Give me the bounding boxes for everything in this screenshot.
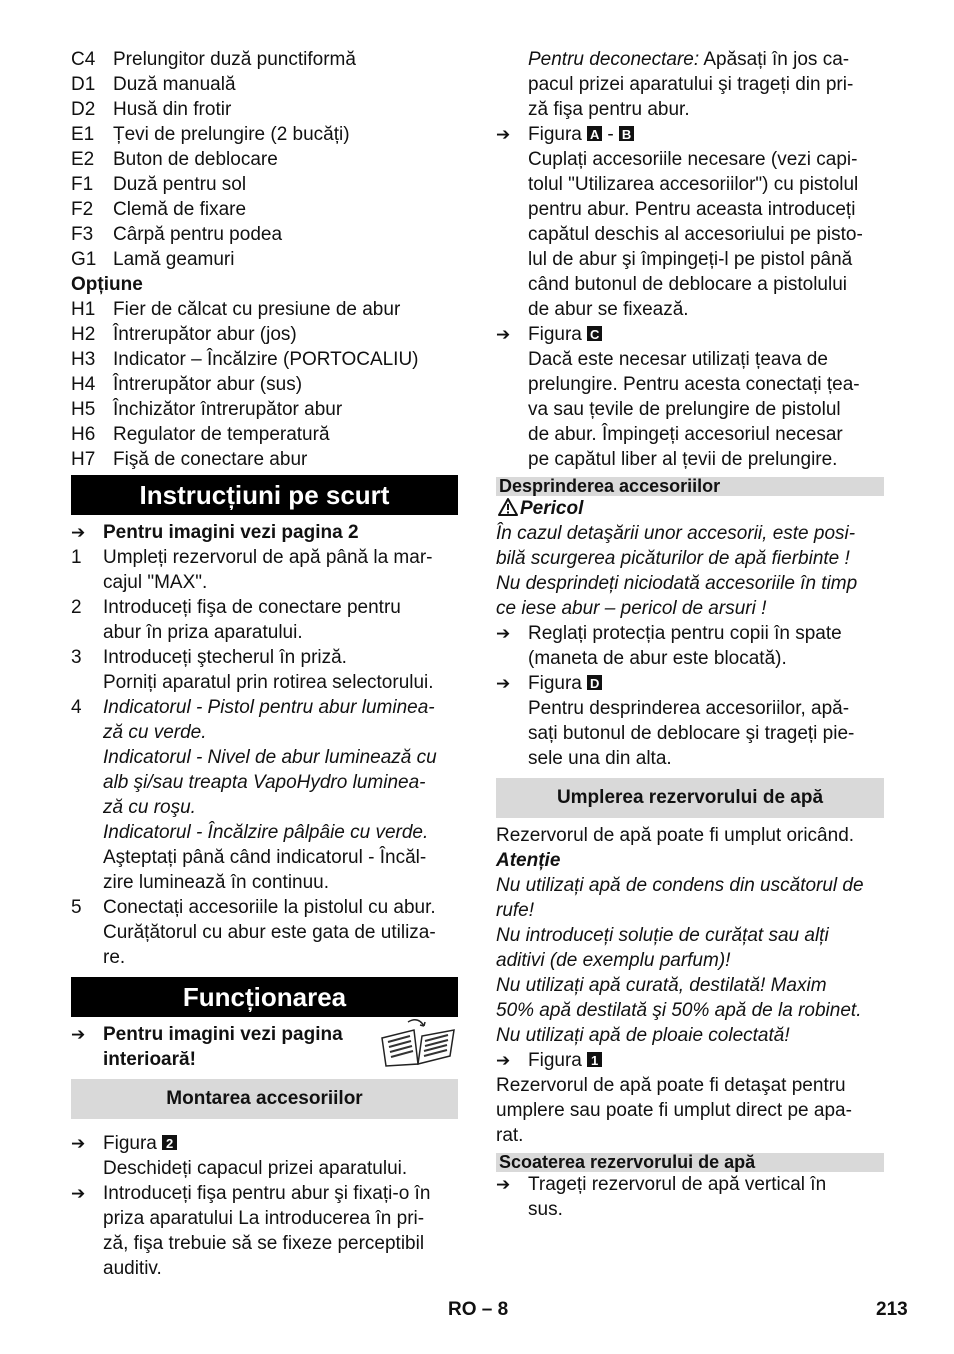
danger-label: Pericol xyxy=(496,496,884,521)
text-line: sele una din alta. xyxy=(528,748,672,769)
item-code: G1 xyxy=(71,249,97,270)
text-line: când butonul de deblocare a pistolului xyxy=(528,274,848,295)
step-item xyxy=(71,645,458,695)
figure-2-ref: ➔ Figura 2 xyxy=(71,1131,458,1156)
item-code: E2 xyxy=(71,149,95,170)
text-line: Cuplați accesoriile necesare (vezi capi- xyxy=(528,149,858,170)
figure-1-badge: 1 xyxy=(587,1052,602,1067)
text-line: rat. xyxy=(496,1125,524,1146)
item-label: Întrerupător abur (sus) xyxy=(113,374,303,395)
text-line: Indicatorul - Nivel de abur luminează cu xyxy=(103,747,437,768)
text-line: ză cu roşu. xyxy=(103,797,196,818)
step-number: 2 xyxy=(71,597,82,618)
text-line: Nu desprindeți niciodată accesoriile în timp xyxy=(496,573,858,594)
operation-heading: Funcționarea xyxy=(71,977,458,1017)
item-label: Prelungitor duză punctiformă xyxy=(113,49,356,70)
list-item xyxy=(71,147,458,172)
text-line: Introduceți fişa pentru abur şi fixați-o în xyxy=(103,1183,431,1204)
figure-c-ref: ➔ Figura C xyxy=(496,322,884,347)
text-line: re. xyxy=(103,947,126,968)
item-code: E1 xyxy=(71,124,95,145)
list-item xyxy=(71,322,458,347)
item-code: H4 xyxy=(71,374,96,395)
footer-page-number: 213 xyxy=(876,1299,908,1320)
left-column xyxy=(71,47,458,1281)
right-column xyxy=(496,47,884,1222)
item-label: Cârpă pentru podea xyxy=(113,224,283,245)
attention-text xyxy=(496,873,884,1048)
text-line: tolul "Utilizarea accesoriilor") cu pistolul xyxy=(528,174,859,195)
arrow-right-icon: ➔ xyxy=(496,674,511,693)
text-line: va sau țevile de prelungire de pistolul xyxy=(528,399,841,420)
text-line: (maneta de abur este blocată). xyxy=(528,648,787,669)
text-line: lul de abur şi împingeți-l pe pistol până xyxy=(528,249,853,270)
step-text xyxy=(103,895,458,970)
text-line: umplere sau poate fi umplut direct pe apa- xyxy=(496,1100,852,1121)
item-label: Regulator de temperatură xyxy=(113,424,330,445)
arrow-right-icon: ➔ xyxy=(496,624,511,643)
text-line: auditiv. xyxy=(103,1258,162,1279)
item-label: Duză pentru sol xyxy=(113,174,247,195)
remove-tank-step xyxy=(496,1172,884,1222)
item-code: F1 xyxy=(71,174,94,195)
text-line: sus. xyxy=(528,1199,563,1220)
item-label: Închizător întrerupător abur xyxy=(113,399,343,420)
insert-plug-step xyxy=(71,1181,458,1281)
arrow-right-icon: ➔ xyxy=(71,1025,86,1044)
list-item xyxy=(71,372,458,397)
text-line: bilă scurgerea picăturilor de apă fierbinte ! xyxy=(496,548,850,569)
child-lock-step xyxy=(496,621,884,671)
list-item xyxy=(71,247,458,272)
item-code: H1 xyxy=(71,299,96,320)
mount-accessories-heading: Montarea accesoriilor xyxy=(71,1079,458,1119)
item-code: H5 xyxy=(71,399,96,420)
detach-text xyxy=(496,696,884,771)
quick-steps xyxy=(71,545,458,970)
list-item xyxy=(71,97,458,122)
figure-1-ref: ➔ Figura 1 xyxy=(496,1048,884,1073)
booklet-icon xyxy=(378,1016,458,1068)
figure-a-badge: A xyxy=(587,126,602,141)
item-label: Buton de deblocare xyxy=(113,149,278,170)
text-line: Indicatorul - Pistol pentru abur luminea- xyxy=(103,697,435,718)
footer-section: RO – 8 xyxy=(448,1299,509,1320)
item-label: Țevi de prelungire (2 bucăți) xyxy=(113,124,350,145)
text-line: priza aparatului La introducerea în pri- xyxy=(103,1208,425,1229)
step-text xyxy=(103,595,458,645)
step-item xyxy=(71,695,458,895)
list-item xyxy=(71,222,458,247)
tank-detach-text xyxy=(496,1073,884,1148)
interior-images-note: ➔ Pentru imagini vezi pagina interioară! xyxy=(71,1022,458,1072)
text-line: Curățătorul cu abur este gata de utiliza- xyxy=(103,922,436,943)
figure-c-badge: C xyxy=(587,326,602,341)
open-cover-text: Deschideți capacul prizei aparatului. xyxy=(103,1158,408,1179)
item-label: Indicator – Încălzire (PORTOCALIU) xyxy=(113,349,419,370)
arrow-right-icon: ➔ xyxy=(496,325,511,344)
fill-anytime-text: Rezervorul de apă poate fi umplut oricând. xyxy=(496,825,855,846)
figure-2-badge: 2 xyxy=(162,1135,177,1150)
list-item xyxy=(71,122,458,147)
text-line: Indicatorul - Încălzire pâlpâie cu verde. xyxy=(103,822,429,843)
list-item xyxy=(71,72,458,97)
item-code: H2 xyxy=(71,324,96,345)
text-line: Umpleți rezervorul de apă până la mar- xyxy=(103,547,433,568)
text-line: Nu utilizați apă curată, destilată! Maxim xyxy=(496,975,827,996)
arrow-right-icon: ➔ xyxy=(496,125,511,144)
disconnect-text: Pentru deconectare: Apăsați în jos ca- pacul prizei aparatului şi trageți din pri- ză fişa pentru abur. xyxy=(528,49,854,120)
text-line: Introduceți ştecherul în priză. xyxy=(103,647,347,668)
item-label: Husă din frotir xyxy=(113,99,232,120)
step-text xyxy=(103,545,458,595)
text-line: 50% apă destilată şi 50% apă de la robinet. xyxy=(496,1000,862,1021)
item-code: D2 xyxy=(71,99,96,120)
item-code: F3 xyxy=(71,224,94,245)
figure-a-b-ref: ➔ Figura A - B xyxy=(496,122,884,147)
list-item xyxy=(71,297,458,322)
list-item xyxy=(71,347,458,372)
figure-d-ref: ➔ Figura D xyxy=(496,671,884,696)
step-number: 3 xyxy=(71,647,82,668)
item-label: Fier de călcat cu presiune de abur xyxy=(113,299,401,320)
text-line: sați butonul de deblocare şi trageți pie- xyxy=(528,723,855,744)
figure-d-badge: D xyxy=(587,675,602,690)
text-line: ză, fişa trebuie să se fixeze perceptibil xyxy=(103,1233,425,1254)
item-code: F2 xyxy=(71,199,94,220)
item-label: Clemă de fixare xyxy=(113,199,247,220)
option-heading: Opțiune xyxy=(71,274,143,295)
fill-tank-heading: Umplerea rezervorului de apă xyxy=(496,778,884,818)
text-line: Pentru desprinderea accesoriilor, apă- xyxy=(528,698,850,719)
text-line: Porniți aparatul prin rotirea selectorului. xyxy=(103,672,434,693)
arrow-right-icon: ➔ xyxy=(496,1051,511,1070)
text-line: În cazul detaşării unor accesorii, este posi- xyxy=(496,523,856,544)
detach-accessories-heading: Desprinderea accesoriilor xyxy=(496,477,884,496)
item-label: Lamă geamuri xyxy=(113,249,235,270)
step-item xyxy=(71,895,458,970)
attention-label: Atenție xyxy=(496,850,561,871)
step-item xyxy=(71,595,458,645)
item-code: C4 xyxy=(71,49,96,70)
list-item xyxy=(71,447,458,472)
text-line: Nu utilizați apă de ploaie colectată! xyxy=(496,1025,790,1046)
step-text xyxy=(103,645,458,695)
text-line: ce iese abur – pericol de arsuri ! xyxy=(496,598,767,619)
parts-list xyxy=(71,47,458,272)
item-code: H7 xyxy=(71,449,96,470)
couple-accessories-text xyxy=(496,147,884,322)
item-code: D1 xyxy=(71,74,96,95)
item-label: Fişă de conectare abur xyxy=(113,449,308,470)
text-line: Trageți rezervorul de apă vertical în xyxy=(528,1174,827,1195)
see-images-note: ➔ Pentru imagini vezi pagina 2 xyxy=(71,522,359,543)
list-item xyxy=(71,397,458,422)
text-line: abur în priza aparatului. xyxy=(103,622,303,643)
text-line: pentru abur. Pentru aceasta introduceți xyxy=(528,199,856,220)
list-item xyxy=(71,172,458,197)
text-line: Reglați protecția pentru copii în spate xyxy=(528,623,842,644)
extension-tube-text xyxy=(496,347,884,472)
danger-text xyxy=(496,521,884,621)
text-line: Introduceți fişa de conectare pentru xyxy=(103,597,401,618)
arrow-right-icon: ➔ xyxy=(496,1175,511,1194)
quick-instructions-heading: Instrucțiuni pe scurt xyxy=(71,475,458,515)
text-line: zire luminează în continuu. xyxy=(103,872,330,893)
text-line: aditivi (de exemplu parfum)! xyxy=(496,950,731,971)
text-line: pe capătul liber al țevii de prelungire. xyxy=(528,449,838,470)
text-line: alb şi/sau treapta VapoHydro luminea- xyxy=(103,772,426,793)
text-line: cajul "MAX". xyxy=(103,572,208,593)
step-number: 4 xyxy=(71,697,82,718)
item-code: H3 xyxy=(71,349,96,370)
text-line: Aşteptați până când indicatorul - Încăl- xyxy=(103,847,427,868)
text-line: ză cu verde. xyxy=(103,722,207,743)
text-line: rufe! xyxy=(496,900,535,921)
text-line: Nu utilizați apă de condens din uscătorul de xyxy=(496,875,864,896)
text-line: capătul deschis al accesoriului pe pisto- xyxy=(528,224,863,245)
list-item xyxy=(71,47,458,72)
text-line: de abur se fixează. xyxy=(528,299,689,320)
text-line: prelungire. Pentru acesta conectați țea- xyxy=(528,374,860,395)
step-number: 5 xyxy=(71,897,82,918)
list-item xyxy=(71,197,458,222)
text-line: Conectați accesoriile la pistolul cu abur. xyxy=(103,897,436,918)
arrow-right-icon: ➔ xyxy=(71,1134,86,1153)
option-list xyxy=(71,297,458,472)
step-item xyxy=(71,545,458,595)
remove-tank-heading: Scoaterea rezervorului de apă xyxy=(496,1153,884,1172)
text-line: de abur. Împingeți accesoriul necesar xyxy=(528,424,843,445)
arrow-right-icon: ➔ xyxy=(71,523,86,542)
arrow-right-icon: ➔ xyxy=(71,1184,86,1203)
text-line: Dacă este necesar utilizați țeava de xyxy=(528,349,828,370)
text-line: Rezervorul de apă poate fi detaşat pentru xyxy=(496,1075,846,1096)
list-item xyxy=(71,422,458,447)
text-line: Nu introduceți soluție de curățat sau alți xyxy=(496,925,829,946)
step-number: 1 xyxy=(71,547,82,568)
figure-b-badge: B xyxy=(619,126,634,141)
item-code: H6 xyxy=(71,424,96,445)
step-text xyxy=(103,695,458,895)
item-label: Duză manuală xyxy=(113,74,236,95)
warning-triangle-icon xyxy=(496,497,520,517)
item-label: Întrerupător abur (jos) xyxy=(113,324,297,345)
